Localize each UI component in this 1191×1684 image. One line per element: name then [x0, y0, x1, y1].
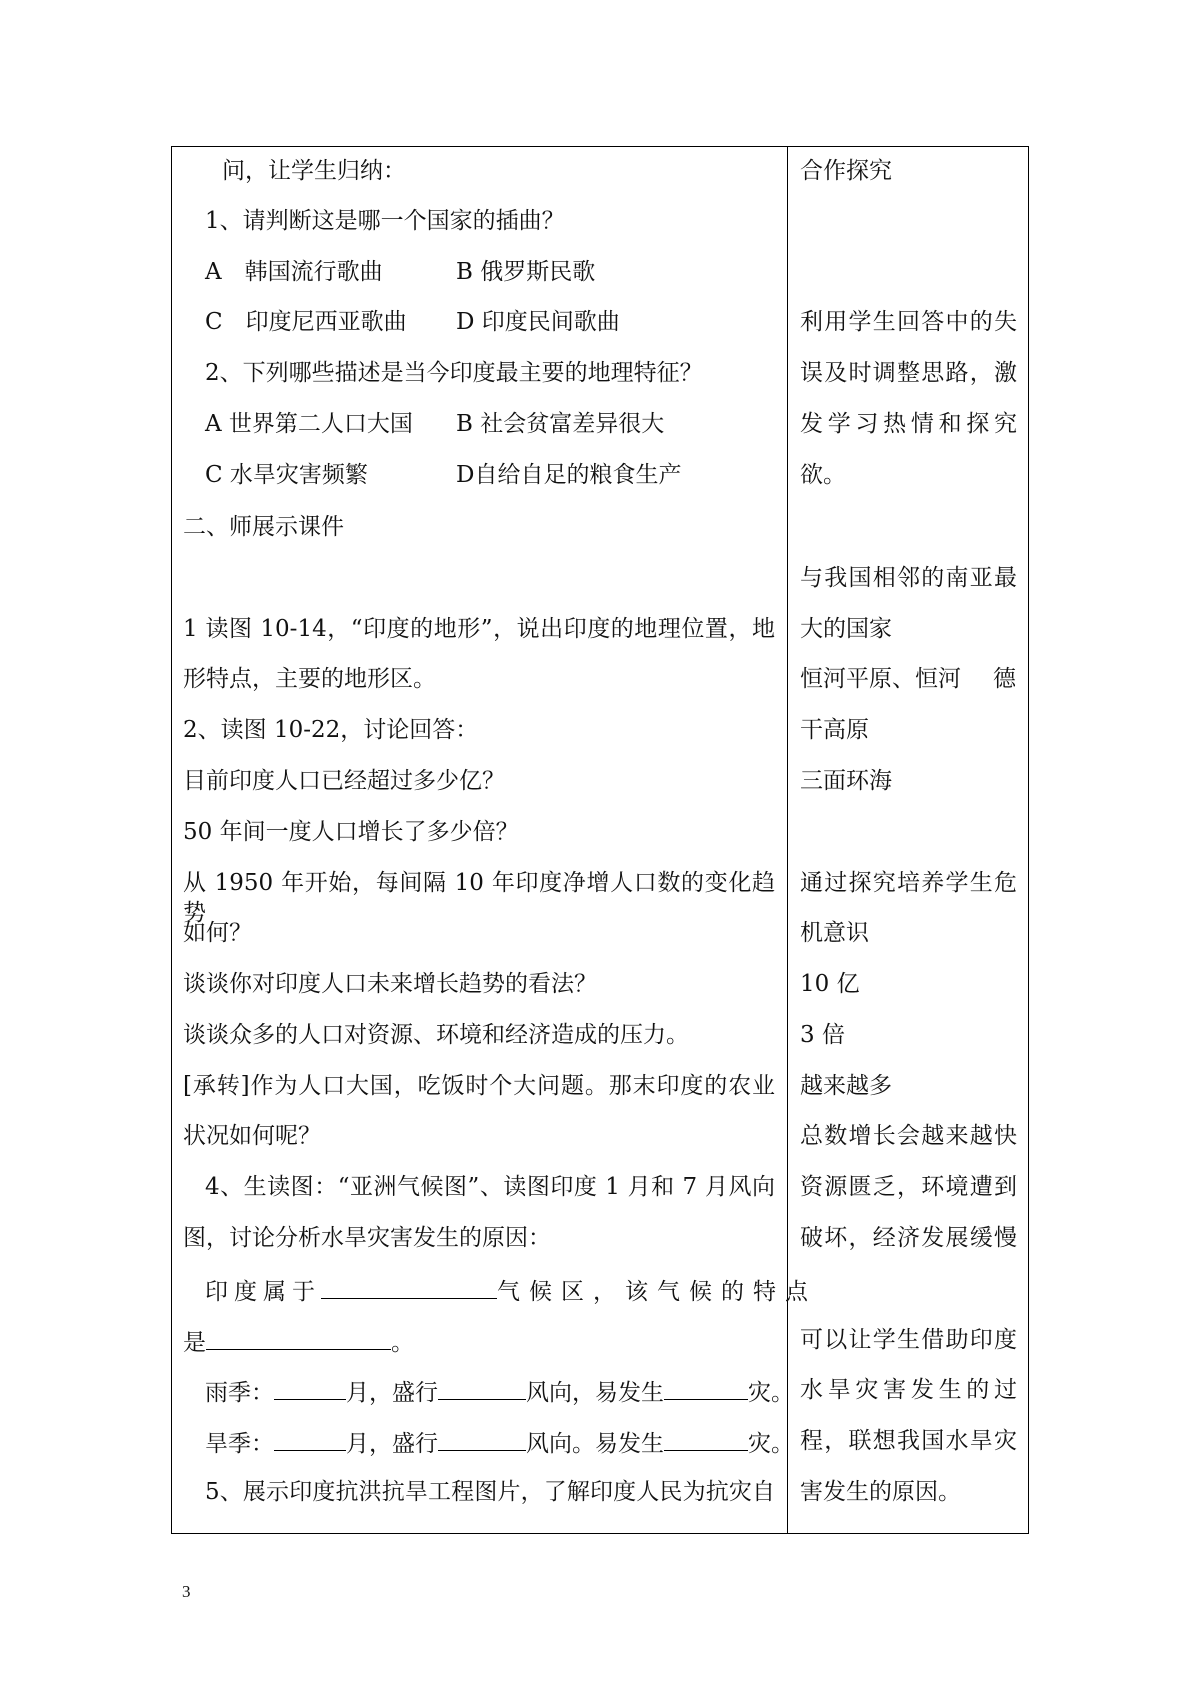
note4: 三面环海	[800, 768, 892, 794]
answer-population: 10 亿	[800, 971, 860, 997]
cooperate-note: 合作探究	[800, 158, 892, 184]
note6-line1: 可以让学生借助印度	[800, 1327, 1017, 1353]
q1-option-c: C 印度尼西亚歌曲	[205, 309, 407, 335]
item5: 5、展示印度抗洪抗旱工程图片，了解印度人民为抗灾自	[205, 1479, 775, 1505]
rainy-label: 雨季：	[205, 1380, 274, 1406]
note3-line1b: 德	[993, 666, 1016, 692]
dry-months-blank[interactable]	[274, 1426, 346, 1451]
item2-question-1: 目前印度人口已经超过多少亿？	[183, 768, 505, 794]
fill-climate-suffix: 气候区，该气候的特点	[497, 1279, 817, 1305]
note5-line1: 通过探究培养学生危	[800, 870, 1017, 896]
item2-question-3-line2: 如何？	[183, 920, 252, 946]
transition-line1: [承转]作为人口大国，吃饭时个大问题。那末印度的农业	[183, 1073, 775, 1099]
note3-line2: 干高原	[800, 717, 869, 743]
note1-line1: 利用学生回答中的失	[800, 309, 1017, 335]
dry-label: 旱季：	[205, 1431, 274, 1457]
climate-blank[interactable]	[321, 1274, 497, 1299]
dry-season-line	[205, 1426, 794, 1459]
item2-question-2: 50 年间一度人口增长了多少倍？	[183, 819, 519, 845]
answer-growth: 3 倍	[800, 1022, 845, 1048]
rainy-wind-blank[interactable]	[438, 1375, 526, 1400]
q2-option-c: C 水旱灾害频繁	[205, 462, 368, 488]
question-1: 1、请判断这是哪一个国家的插曲？	[205, 208, 565, 234]
fill-feature-prefix: 是	[183, 1330, 206, 1356]
note2-line1: 与我国相邻的南亚最	[800, 565, 1017, 591]
note6-line2: 水旱灾害发生的过	[800, 1377, 1017, 1403]
fill-climate-line2	[183, 1325, 414, 1358]
note1-line4: 欲。	[800, 462, 846, 488]
q2-option-b: B 社会贫富差异很大	[456, 411, 665, 437]
answer-trend: 越来越多	[800, 1073, 892, 1099]
answer-pressure-line2: 破坏，经济发展缓慢	[800, 1225, 1017, 1251]
note1-line2: 误及时调整思路，激	[800, 360, 1017, 386]
note2-line2: 大的国家	[800, 616, 892, 642]
fill-climate-line1	[205, 1274, 817, 1307]
item2-question-5: 谈谈众多的人口对资源、环境和经济造成的压力。	[183, 1022, 689, 1048]
note6-line4: 害发生的原因。	[800, 1479, 961, 1505]
rainy-disaster-suffix: 灾。	[748, 1380, 794, 1406]
q1-option-a: A 韩国流行歌曲	[205, 259, 383, 285]
dry-disaster-suffix: 灾。	[748, 1431, 794, 1457]
question-2: 2、下列哪些描述是当今印度最主要的地理特征？	[205, 360, 703, 386]
rainy-wind-suffix: 风向，易发生	[526, 1380, 664, 1406]
q1-option-d: D 印度民间歌曲	[456, 309, 620, 335]
q2-option-a: A 世界第二人口大国	[205, 411, 413, 437]
q1-option-b: B 俄罗斯民歌	[456, 259, 596, 285]
rainy-disaster-blank[interactable]	[664, 1375, 748, 1400]
note5-line2: 机意识	[800, 920, 869, 946]
rainy-months-blank[interactable]	[274, 1375, 346, 1400]
note1-line3: 发学习热情和探究	[800, 411, 1017, 437]
note3-line1a: 恒河平原、恒河	[800, 666, 961, 692]
q2-option-d: D自给自足的粮食生产	[456, 462, 682, 488]
dry-wind-suffix: 风向。易发生	[526, 1431, 664, 1457]
item1-line1: 1 读图 10-14，“印度的地形”，说出印度的地理位置，地	[183, 616, 775, 642]
transition-line2: 状况如何呢？	[183, 1123, 321, 1149]
item2-heading: 2、读图 10-22，讨论回答：	[183, 717, 479, 743]
dry-wind-blank[interactable]	[438, 1426, 526, 1451]
item2-question-4: 谈谈你对印度人口未来增长趋势的看法？	[183, 971, 597, 997]
rainy-season-line	[205, 1375, 794, 1408]
intro-text: 问，让学生归纳：	[222, 158, 406, 184]
feature-blank[interactable]	[206, 1325, 391, 1350]
item1-line2: 形特点，主要的地形区。	[183, 666, 436, 692]
answer-pressure-line1: 资源匮乏，环境遭到	[800, 1174, 1017, 1200]
fill-feature-end: 。	[391, 1330, 414, 1356]
column-divider	[787, 146, 788, 1534]
fill-climate-prefix: 印度属于	[205, 1279, 321, 1305]
dry-month-suffix: 月，盛行	[346, 1431, 438, 1457]
rainy-month-suffix: 月，盛行	[346, 1380, 438, 1406]
answer-future: 总数增长会越来越快	[800, 1123, 1017, 1149]
page-number: 3	[182, 1582, 191, 1601]
section-heading: 二、师展示课件	[183, 514, 344, 540]
dry-disaster-blank[interactable]	[664, 1426, 748, 1451]
item4-line2: 图，讨论分析水旱灾害发生的原因：	[183, 1225, 551, 1251]
item4-line1: 4、生读图：“亚洲气候图”、读图印度 1 月和 7 月风向	[205, 1174, 775, 1200]
note6-line3: 程，联想我国水旱灾	[800, 1428, 1017, 1454]
item2-question-3-line1: 从 1950 年开始，每间隔 10 年印度净增人口数的变化趋势	[183, 870, 775, 926]
